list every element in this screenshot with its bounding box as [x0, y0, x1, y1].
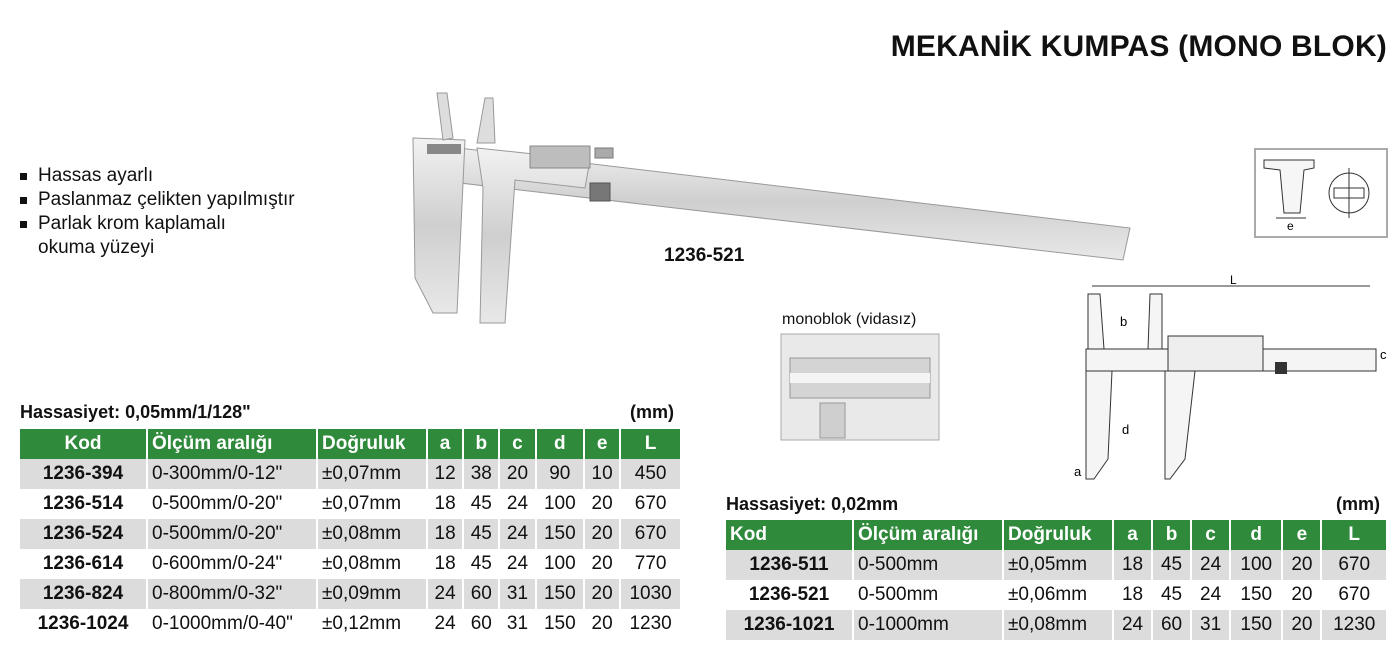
table-cell: 1230 [1321, 610, 1387, 640]
feature-list [20, 164, 295, 260]
col-header: Kod [726, 520, 853, 550]
col-header: b [463, 429, 499, 459]
table-cell: 24 [1191, 580, 1230, 610]
diagram-label-e: e [1287, 219, 1294, 233]
product-code-cell: 1236-514 [20, 489, 147, 519]
monoblock-label: monoblok (vidasız) [782, 311, 917, 328]
table-cell: 150 [536, 519, 584, 549]
col-header: c [499, 429, 535, 459]
spec-table-2 [726, 520, 1388, 640]
table-cell: 12 [427, 459, 463, 489]
table-cell: 0-500mm [853, 580, 1003, 610]
table-cell: 45 [463, 489, 499, 519]
table-cell: 18 [427, 519, 463, 549]
bullet-icon [20, 197, 27, 204]
table-cell: 1030 [620, 579, 681, 609]
table-row [20, 519, 681, 549]
table-cell: 18 [427, 549, 463, 579]
table-cell: 18 [1113, 580, 1152, 610]
table-row [20, 489, 681, 519]
table-cell: 60 [463, 609, 499, 639]
table-cell: 24 [1191, 550, 1230, 580]
diagram-label-L: L [1230, 274, 1237, 287]
table-cell: 670 [1321, 580, 1387, 610]
table-cell: ±0,08mm [317, 519, 427, 549]
col-header: Doğruluk [1003, 520, 1113, 550]
col-header: d [1230, 520, 1282, 550]
table-cell: 38 [463, 459, 499, 489]
col-header: c [1191, 520, 1230, 550]
bullet-icon [20, 221, 27, 228]
table-cell: ±0,09mm [317, 579, 427, 609]
product-code-cell: 1236-511 [726, 550, 853, 580]
table-cell: 20 [584, 489, 620, 519]
table-cell: ±0,06mm [1003, 580, 1113, 610]
table-cell: 150 [536, 579, 584, 609]
table-cell: 60 [1152, 610, 1191, 640]
table-cell: 0-300mm/0-12" [147, 459, 317, 489]
table-header-row [20, 429, 681, 459]
dimension-diagram [1070, 274, 1395, 489]
feature-item [20, 164, 295, 188]
product-code-cell: 1236-1021 [726, 610, 853, 640]
table-cell: 90 [536, 459, 584, 489]
table-cell: 0-800mm/0-32" [147, 579, 317, 609]
table-cell: 20 [1282, 550, 1321, 580]
col-header: Ölçüm aralığı [147, 429, 317, 459]
table-cell: 45 [463, 549, 499, 579]
table-cell: 24 [499, 549, 535, 579]
table-cell: 18 [1113, 550, 1152, 580]
table-cell: ±0,12mm [317, 609, 427, 639]
table-row [20, 579, 681, 609]
table-cell: 31 [1191, 610, 1230, 640]
diagram-label-c: c [1380, 347, 1387, 362]
table-cell: 0-600mm/0-24" [147, 549, 317, 579]
table-cell: 100 [536, 549, 584, 579]
table-row [20, 549, 681, 579]
caliper-photo [405, 88, 1135, 333]
table-cell: 150 [1230, 580, 1282, 610]
table-cell: 670 [1321, 550, 1387, 580]
table-cell: 20 [1282, 580, 1321, 610]
table-cell: 24 [427, 609, 463, 639]
table1-precision: Hassasiyet: 0,05mm/1/128" [20, 402, 251, 422]
table-cell: 20 [499, 459, 535, 489]
table-cell: 45 [463, 519, 499, 549]
col-header: L [620, 429, 681, 459]
monoblock-photo [780, 333, 940, 441]
feature-text: Paslanmaz çelikten yapılmıştır [38, 189, 295, 210]
col-header: b [1152, 520, 1191, 550]
feature-item [20, 188, 295, 212]
product-code-cell: 1236-521 [726, 580, 853, 610]
table-cell: 670 [620, 519, 681, 549]
table-cell: 150 [1230, 610, 1282, 640]
table-row [726, 580, 1387, 610]
table-cell: 60 [463, 579, 499, 609]
table-cell: ±0,07mm [317, 459, 427, 489]
col-header: d [536, 429, 584, 459]
table-cell: 18 [427, 489, 463, 519]
table-cell: 45 [1152, 580, 1191, 610]
table-row [20, 609, 681, 639]
table-cell: 24 [499, 519, 535, 549]
feature-text: Parlak krom kaplamalı okuma yüzeyi [38, 213, 226, 258]
table2-precision: Hassasiyet: 0,02mm [726, 494, 899, 514]
table-cell: ±0,07mm [317, 489, 427, 519]
table-cell: 0-1000mm [853, 610, 1003, 640]
product-code-cell: 1236-614 [20, 549, 147, 579]
feature-item [20, 212, 268, 260]
jaw-section-diagram [1254, 148, 1388, 238]
table-cell: 20 [584, 549, 620, 579]
table-cell: 0-500mm/0-20" [147, 519, 317, 549]
page-title: MEKANİK KUMPAS (MONO BLOK) [890, 30, 1387, 63]
spec-table-1 [20, 429, 682, 639]
col-header: a [427, 429, 463, 459]
table-cell: 150 [536, 609, 584, 639]
col-header: a [1113, 520, 1152, 550]
table-cell: 45 [1152, 550, 1191, 580]
table-cell: 20 [584, 579, 620, 609]
col-header: e [1282, 520, 1321, 550]
product-code-cell: 1236-524 [20, 519, 147, 549]
product-code-cell: 1236-1024 [20, 609, 147, 639]
table-cell: 10 [584, 459, 620, 489]
table-cell: 24 [499, 489, 535, 519]
table-cell: 450 [620, 459, 681, 489]
col-header: Kod [20, 429, 147, 459]
product-code-cell: 1236-824 [20, 579, 147, 609]
table-row [20, 459, 681, 489]
feature-text: Hassas ayarlı [38, 165, 154, 186]
table-cell: 31 [499, 609, 535, 639]
table-row [726, 550, 1387, 580]
table-cell: 100 [536, 489, 584, 519]
table-cell: 100 [1230, 550, 1282, 580]
table-cell: ±0,05mm [1003, 550, 1113, 580]
col-header: e [584, 429, 620, 459]
diagram-label-b: b [1120, 314, 1128, 329]
table-cell: 770 [620, 549, 681, 579]
col-header: Doğruluk [317, 429, 427, 459]
table2-unit: (mm) [1336, 494, 1380, 514]
table-cell: 20 [1282, 610, 1321, 640]
table-cell: 670 [620, 489, 681, 519]
col-header: L [1321, 520, 1387, 550]
table-cell: 0-500mm [853, 550, 1003, 580]
product-code-cell: 1236-394 [20, 459, 147, 489]
col-header: Ölçüm aralığı [853, 520, 1003, 550]
table-header-row [726, 520, 1387, 550]
table-row [726, 610, 1387, 640]
table-cell: 0-500mm/0-20" [147, 489, 317, 519]
table1-unit: (mm) [630, 402, 674, 422]
table-cell: 1230 [620, 609, 681, 639]
product-code-label: 1236-521 [664, 245, 745, 266]
diagram-label-a: a [1074, 464, 1082, 479]
bullet-icon [20, 173, 27, 180]
table-cell: 0-1000mm/0-40" [147, 609, 317, 639]
table-cell: ±0,08mm [1003, 610, 1113, 640]
table-cell: ±0,08mm [317, 549, 427, 579]
table-cell: 31 [499, 579, 535, 609]
table-cell: 20 [584, 519, 620, 549]
diagram-label-d: d [1122, 422, 1130, 437]
table-cell: 24 [427, 579, 463, 609]
table-cell: 24 [1113, 610, 1152, 640]
table-cell: 20 [584, 609, 620, 639]
logo-icon [427, 144, 461, 154]
